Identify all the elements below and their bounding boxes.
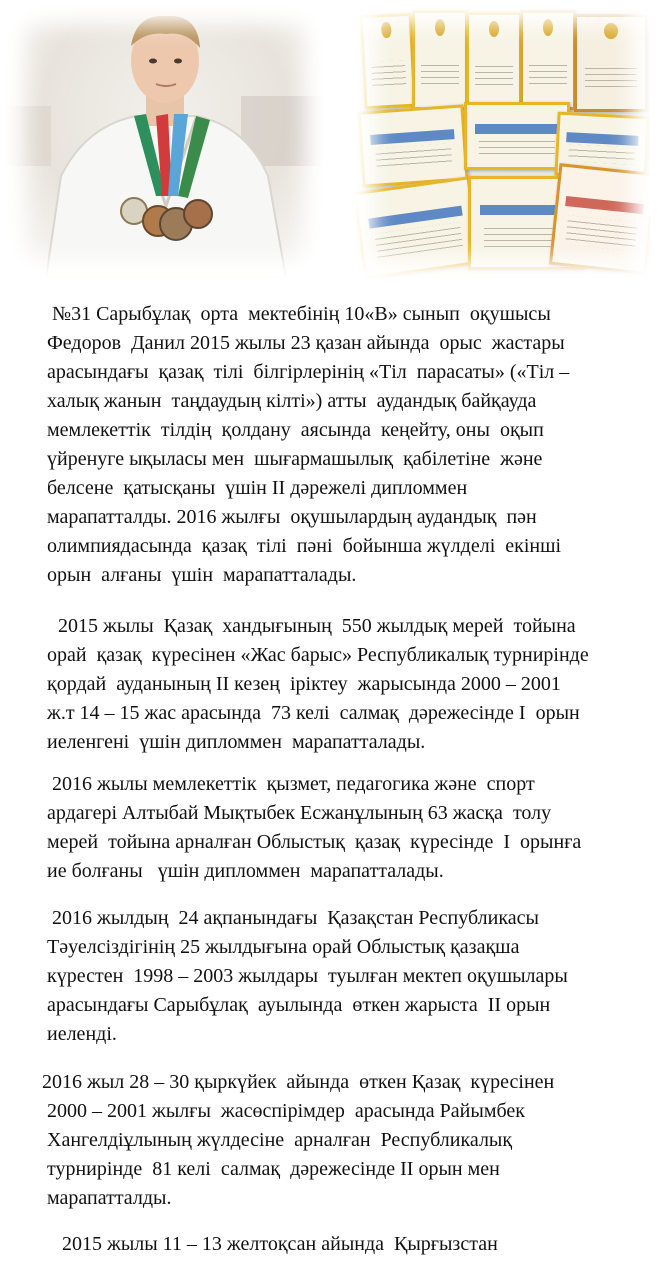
text-line: марапатталды. [47, 1187, 172, 1209]
diploma-thumb [357, 104, 468, 187]
text-line: 2000 – 2001 жылғы жасөспірімдер арасында Райымбек [47, 1100, 525, 1122]
text-line: марапатталды. 2016 жылғы оқушылардың аудандық пән [47, 506, 537, 528]
diploma-thumb [356, 176, 482, 278]
text-line: олимпиядасында қазақ тілі пәні бойынша жүлделі екінші [47, 535, 562, 557]
text-line: мемлекеттік тілдің қолдану аясында кеңейту, оны оқып [47, 419, 544, 441]
text-line: ж.т 14 – 15 жас арасында 73 келі салмақ дәрежесінде І орын [47, 702, 580, 724]
text-line: 2016 жылы мемлекеттік қызмет, педагогика және спорт [52, 773, 535, 795]
text-line: №31 Сарыбұлақ орта мектебінің 10«В» сынып оқушысы [52, 303, 551, 325]
text-line: 2016 жылдың 24 ақпанындағы Қазақстан Республикасы [52, 907, 539, 929]
photo-strip [0, 0, 660, 285]
text-line: орын алғаны үшін марапатталады. [47, 564, 357, 586]
text-line: халық жанын таңдаудың кілті») атты аудандық байқауда [47, 390, 537, 412]
diploma-thumb [412, 10, 468, 110]
text-line: Хангелдіұлының жүлдесіне арналған Республикалық [47, 1129, 513, 1151]
text-line: ие болғаны үшін дипломмен марапатталады. [47, 860, 444, 882]
text-line: арасындағы қазақ тілі білгірлерінің «Тіл парасаты» («Тіл – [47, 361, 570, 383]
diploma-thumb [549, 163, 650, 275]
text-line: иеленді. [47, 1023, 117, 1045]
text-line: мерей тойына арналған Облыстық қазақ күресінде І орынға [47, 831, 582, 853]
text-line: иеленгені үшін дипломмен марапатталады. [47, 731, 426, 753]
text-line: үйренуге ықыласы мен шығармашылық қабілетіне және [47, 448, 543, 470]
text-line: Федоров Данил 2015 жылы 23 қазан айында орыс жастары [47, 332, 565, 354]
text-line: 2015 жылы Қазақ хандығының 550 жылдық мерей тойына [58, 615, 576, 637]
text-line: белсене қатысқаны үшін ІІ дәрежелі дипломмен [47, 477, 468, 499]
text-line: Тәуелсіздігінің 25 жылдығына орай Облыстық қазақша [47, 936, 520, 958]
text-line: орай қазақ күресінен «Жас барыс» Республикалық турнирінде [47, 644, 589, 666]
text-line: арасындағы Сарыбұлақ ауылында өткен жарыста ІІ орын [47, 994, 551, 1016]
student-portrait-drawing [6, 6, 324, 278]
diploma-thumb [466, 12, 522, 110]
text-line: күрестен 1998 – 2003 жылдары туылған мектеп оқушылары [47, 965, 568, 987]
diploma-thumb [464, 102, 570, 170]
text-line: 2015 жылы 11 – 13 желтоқсан айында Қырғызстан [62, 1233, 498, 1255]
diplomas-collage-image [356, 6, 650, 278]
text-line: қордай ауданының ІІ кезең іріктеу жарысында 2000 – 2001 [47, 673, 561, 695]
student-portrait-image [6, 6, 324, 278]
diploma-thumb [520, 10, 576, 110]
diploma-thumb [360, 13, 417, 110]
text-line: 2016 жыл 28 – 30 қыркүйек айында өткен Қазақ күресінен [42, 1071, 555, 1093]
text-line: ардагері Алтыбай Мықтыбек Есжанұлының 63 жасқа толу [47, 802, 552, 824]
diploma-thumb [574, 14, 648, 112]
text-line: турнирінде 81 келі салмақ дәрежесінде ІІ орын мен [47, 1158, 500, 1180]
